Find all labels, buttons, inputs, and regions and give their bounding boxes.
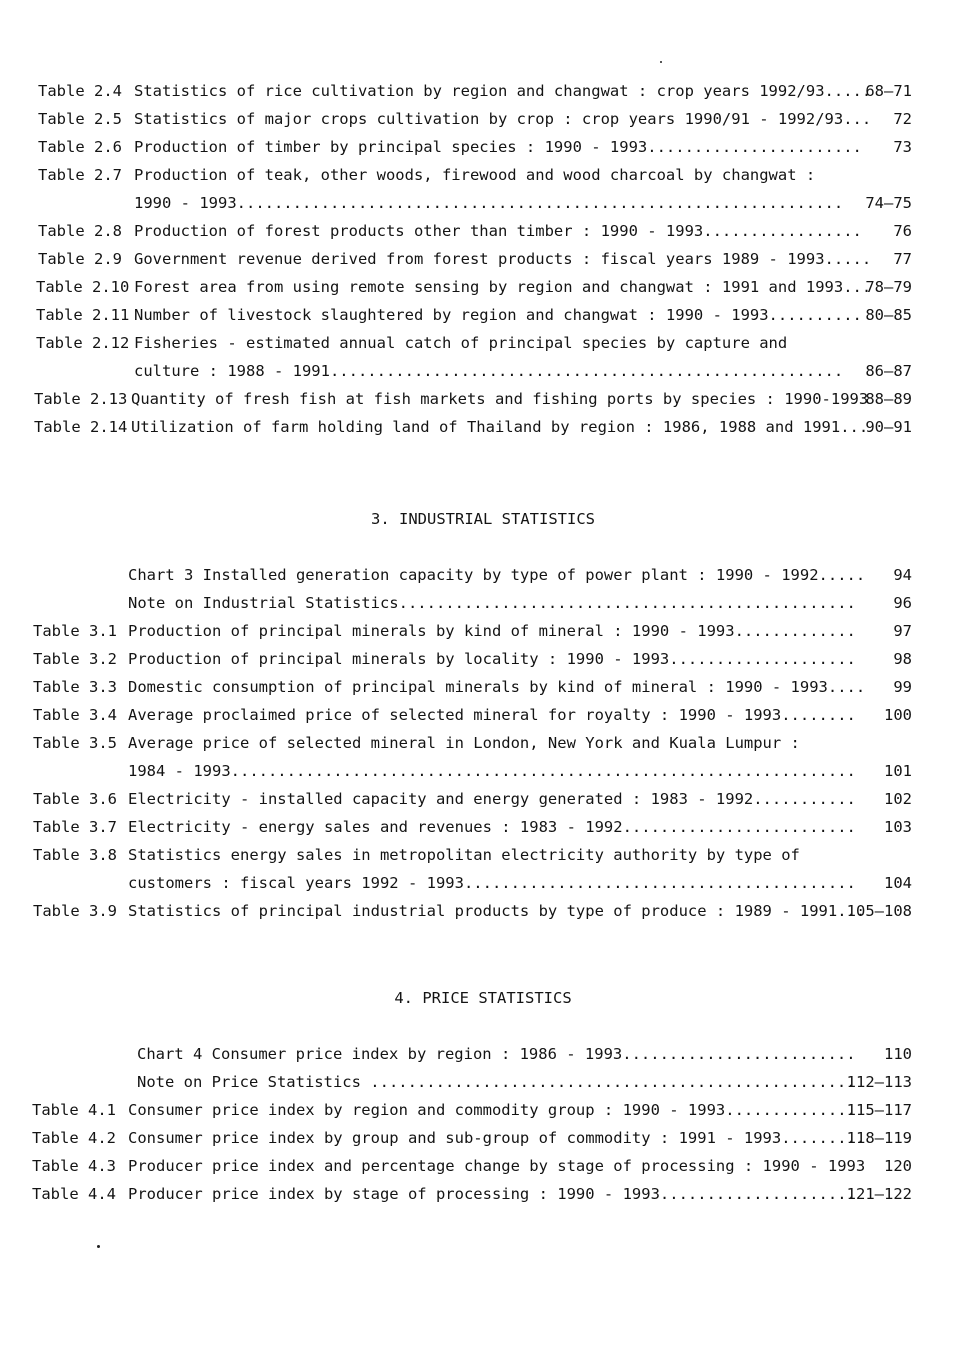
entry-page: 118–119: [846, 1129, 912, 1147]
toc-entry: [0, 161, 966, 217]
entry-label: Table 3.9: [33, 902, 117, 920]
section-2-list: [0, 77, 966, 441]
entry-label: Table 4.2: [32, 1129, 116, 1147]
scan-speck: [660, 61, 662, 63]
entry-title: Note on Price Statistics ....................................................: [137, 1073, 856, 1091]
toc-entry: [0, 701, 966, 729]
entry-title: Electricity - energy sales and revenues : 1983 - 1992.........................: [128, 818, 856, 836]
entry-page: 99: [893, 678, 912, 696]
entry-page: 121–122: [846, 1185, 912, 1203]
entry-title: Producer price index and percentage change by stage of processing : 1990 - 1993: [128, 1157, 866, 1175]
toc-entry: [0, 329, 966, 385]
entry-title-continued: culture : 1988 - 1991.......................................................: [134, 362, 844, 380]
entry-label: Table 4.4: [32, 1185, 116, 1203]
entry-page: 96: [893, 594, 912, 612]
entry-label: Table 4.3: [32, 1157, 116, 1175]
entry-page: 72: [893, 110, 912, 128]
entry-title: Forest area from using remote sensing by region and changwat : 1991 and 1993...: [134, 278, 872, 296]
entry-title: Number of livestock slaughtered by region and changwat : 1990 - 1993..........: [134, 306, 862, 324]
toc-entry: [0, 217, 966, 245]
entry-title-continued: 1984 - 1993...................................................................: [128, 762, 856, 780]
entry-page: 77: [893, 250, 912, 268]
entry-label: Table 3.5: [33, 734, 117, 752]
entry-title: Fisheries - estimated annual catch of principal species by capture and: [134, 334, 788, 352]
toc-entry: [0, 1068, 966, 1096]
entry-page: 80–85: [865, 306, 912, 324]
entry-label: Table 2.13: [34, 390, 128, 408]
entry-page: 76: [893, 222, 912, 240]
entry-page: 94: [893, 566, 912, 584]
section-3-list: [0, 561, 966, 925]
entry-page: 112–113: [846, 1073, 912, 1091]
toc-entry: [0, 673, 966, 701]
toc-entry: [0, 589, 966, 617]
scan-speck: [97, 1245, 100, 1248]
entry-title: Statistics energy sales in metropolitan electricity authority by type of: [128, 846, 800, 864]
toc-entry: [0, 561, 966, 589]
entry-title: Statistics of principal industrial products by type of produce : 1989 - 1991...: [128, 902, 866, 920]
toc-entry: [0, 245, 966, 273]
entry-title-continued: customers : fiscal years 1992 - 1993..........................................: [128, 874, 856, 892]
entry-label: Table 2.8: [38, 222, 122, 240]
entry-page: 97: [893, 622, 912, 640]
entry-title: Production of principal minerals by kind of mineral : 1990 - 1993.............: [128, 622, 856, 640]
entry-label: Table 3.3: [33, 678, 117, 696]
entry-label: Table 4.1: [32, 1101, 116, 1119]
toc-entry: [0, 617, 966, 645]
entry-title: Average price of selected mineral in London, New York and Kuala Lumpur :: [128, 734, 800, 752]
entry-title-continued: 1990 - 1993.................................................................: [134, 194, 844, 212]
entry-page: 78–79: [865, 278, 912, 296]
entry-label: Table 3.2: [33, 650, 117, 668]
entry-page: 86–87: [865, 362, 912, 380]
entry-title: Utilization of farm holding land of Thailand by region : 1986, 1988 and 1991...: [131, 418, 869, 436]
entry-label: Table 2.14: [34, 418, 128, 436]
entry-page: 101: [884, 762, 912, 780]
entry-title: Electricity - installed capacity and energy generated : 1983 - 1992...........: [128, 790, 856, 808]
entry-label: Table 2.4: [38, 82, 122, 100]
entry-label: Table 2.5: [38, 110, 122, 128]
entry-page: 115–117: [846, 1101, 912, 1119]
entry-title: Note on Industrial Statistics.................................................: [128, 594, 856, 612]
entry-title: Statistics of major crops cultivation by crop : crop years 1990/91 - 1992/93...: [134, 110, 872, 128]
entry-page: 98: [893, 650, 912, 668]
entry-label: Table 2.6: [38, 138, 122, 156]
entry-title: Production of teak, other woods, firewood and wood charcoal by changwat :: [134, 166, 816, 184]
entry-page: 104: [884, 874, 912, 892]
entry-label: Table 3.8: [33, 846, 117, 864]
entry-page: 120: [884, 1157, 912, 1175]
entry-page: 100: [884, 706, 912, 724]
entry-label: Table 3.1: [33, 622, 117, 640]
toc-entry: [0, 105, 966, 133]
entry-page: 110: [884, 1045, 912, 1063]
toc-entry: [0, 813, 966, 841]
entry-title: Production of forest products other than timber : 1990 - 1993.................: [134, 222, 862, 240]
toc-entry: [0, 645, 966, 673]
toc-entry: [0, 841, 966, 897]
toc-entry: [0, 413, 966, 441]
entry-label: Table 3.7: [33, 818, 117, 836]
entry-label: Table 2.11: [36, 306, 130, 324]
toc-entry: [0, 1040, 966, 1068]
toc-entry: [0, 1152, 966, 1180]
entry-title: Producer price index by stage of processing : 1990 - 1993.....................: [128, 1185, 856, 1203]
entry-label: Table 2.7: [38, 166, 122, 184]
toc-entry: [0, 273, 966, 301]
entry-page: 102: [884, 790, 912, 808]
entry-page: 90–91: [865, 418, 912, 436]
toc-entry: [0, 729, 966, 785]
entry-title: Domestic consumption of principal minerals by kind of mineral : 1990 - 1993....: [128, 678, 866, 696]
entry-label: Table 2.12: [36, 334, 130, 352]
entry-title: Quantity of fresh fish at fish markets and fishing ports by species : 1990-1993: [131, 390, 869, 408]
toc-entry: [0, 77, 966, 105]
entry-page: 73: [893, 138, 912, 156]
entry-title: Production of timber by principal species : 1990 - 1993.......................: [134, 138, 862, 156]
entry-title: Statistics of rice cultivation by region and changwat : crop years 1992/93.....: [134, 82, 872, 100]
entry-title: Government revenue derived from forest products : fiscal years 1989 - 1993.....: [134, 250, 872, 268]
entry-title: Chart 3 Installed generation capacity by type of power plant : 1990 - 1992.....: [128, 566, 866, 584]
section-3-heading: 3. INDUSTRIAL STATISTICS: [371, 510, 595, 528]
entry-page: 88–89: [865, 390, 912, 408]
entry-label: Table 2.10: [36, 278, 130, 296]
entry-label: Table 3.6: [33, 790, 117, 808]
toc-entry: [0, 897, 966, 925]
toc-entry: [0, 301, 966, 329]
entry-label: Table 3.4: [33, 706, 117, 724]
entry-title: Consumer price index by region and commodity group : 1990 - 1993..............: [128, 1101, 856, 1119]
toc-entry: [0, 1096, 966, 1124]
entry-label: Table 2.9: [38, 250, 122, 268]
section-4-list: [0, 1040, 966, 1208]
entry-title: Consumer price index by group and sub-group of commodity : 1991 - 1993.........: [128, 1129, 866, 1147]
entry-page: 105–108: [846, 902, 912, 920]
entry-title: Production of principal minerals by locality : 1990 - 1993....................: [128, 650, 856, 668]
entry-page: 103: [884, 818, 912, 836]
toc-entry: [0, 133, 966, 161]
toc-entry: [0, 385, 966, 413]
entry-page: 68–71: [865, 82, 912, 100]
entry-title: Chart 4 Consumer price index by region : 1986 - 1993.........................: [137, 1045, 856, 1063]
toc-entry: [0, 785, 966, 813]
section-4-heading: 4. PRICE STATISTICS: [394, 989, 572, 1007]
entry-page: 74–75: [865, 194, 912, 212]
toc-entry: [0, 1180, 966, 1208]
entry-title: Average proclaimed price of selected mineral for royalty : 1990 - 1993........: [128, 706, 856, 724]
toc-entry: [0, 1124, 966, 1152]
